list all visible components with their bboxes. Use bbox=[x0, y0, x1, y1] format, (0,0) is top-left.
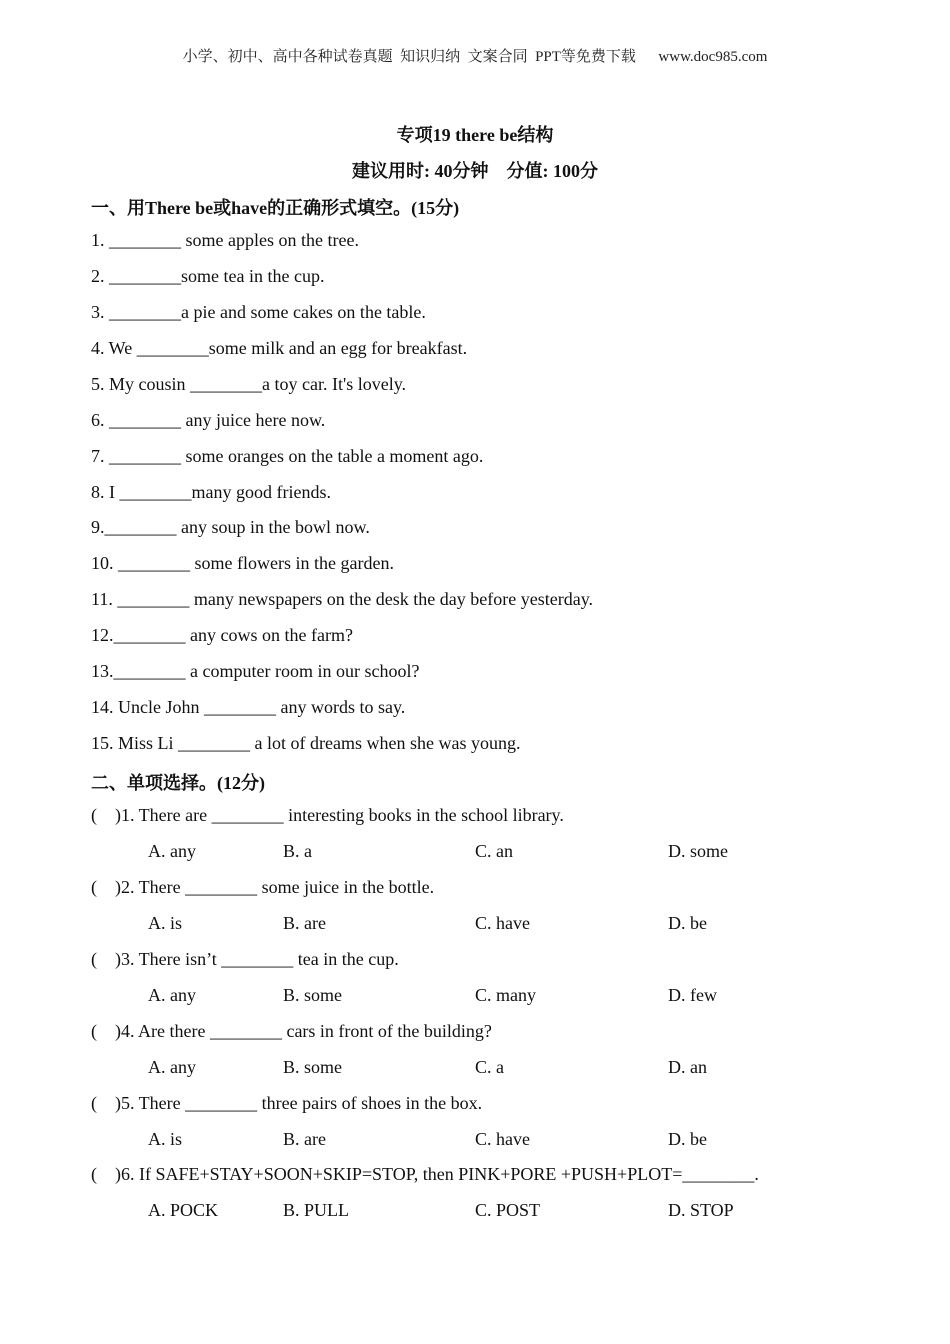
choice-option: B. are bbox=[283, 1129, 326, 1149]
choice-option: B. some bbox=[283, 985, 343, 1005]
choice-question-stem: ( )6. If SAFE+STAY+SOON+SKIP=STOP, then PINK+PORE +PUSH+PLOT=________. bbox=[91, 1164, 759, 1184]
fill-question: 1. ________ some apples on the tree. bbox=[91, 230, 359, 250]
fill-question: 9.________ any soup in the bowl now. bbox=[91, 517, 370, 537]
page-header: 小学、初中、高中各种试卷真题 知识归纳 文案合同 PPT等免费下载 www.doc985.com bbox=[182, 49, 768, 65]
choice-option: B. a bbox=[283, 841, 312, 861]
choice-option: C. have bbox=[475, 1129, 530, 1149]
fill-question: 8. I ________many good friends. bbox=[91, 482, 331, 502]
fill-question: 5. My cousin ________a toy car. It's lovely. bbox=[91, 374, 407, 394]
choice-option: C. a bbox=[475, 1057, 504, 1077]
choice-option: C. POST bbox=[475, 1200, 541, 1220]
fill-question: 12.________ any cows on the farm? bbox=[91, 625, 353, 645]
choice-option: A. is bbox=[148, 1129, 183, 1149]
fill-question: 2. ________some tea in the cup. bbox=[91, 266, 325, 286]
fill-question: 3. ________a pie and some cakes on the table. bbox=[91, 302, 426, 322]
fill-question: 11. ________ many newspapers on the desk the day before yesterday. bbox=[91, 589, 594, 609]
page-title: 专项19 there be结构 bbox=[396, 125, 554, 145]
choice-option: A. any bbox=[148, 985, 196, 1005]
choice-option: D. few bbox=[668, 985, 717, 1005]
page-subtitle: 建议用时: 40分钟 分值: 100分 bbox=[352, 161, 598, 181]
choice-question-stem: ( )2. There ________ some juice in the bottle. bbox=[91, 877, 435, 897]
section-1-heading: 一、用There be或have的正确形式填空。(15分) bbox=[91, 198, 460, 218]
fill-question: 10. ________ some flowers in the garden. bbox=[91, 553, 394, 573]
choice-option: D. be bbox=[668, 1129, 707, 1149]
choice-question-stem: ( )5. There ________ three pairs of shoes in the box. bbox=[91, 1093, 483, 1113]
choice-option: B. PULL bbox=[283, 1200, 350, 1220]
choice-option: D. some bbox=[668, 841, 728, 861]
choice-question-stem: ( )4. Are there ________ cars in front of the building? bbox=[91, 1021, 492, 1041]
choice-option: C. many bbox=[475, 985, 536, 1005]
fill-question: 7. ________ some oranges on the table a moment ago. bbox=[91, 446, 484, 466]
fill-question: 15. Miss Li ________ a lot of dreams when she was young. bbox=[91, 733, 521, 753]
fill-question: 14. Uncle John ________ any words to say. bbox=[91, 697, 406, 717]
section-2-heading: 二、单项选择。(12分) bbox=[91, 773, 265, 793]
choice-option: A. is bbox=[148, 913, 183, 933]
choice-option: A. any bbox=[148, 841, 196, 861]
choice-option: B. are bbox=[283, 913, 326, 933]
choice-question-stem: ( )1. There are ________ interesting books in the school library. bbox=[91, 805, 564, 825]
choice-option: A. any bbox=[148, 1057, 196, 1077]
fill-question: 13.________ a computer room in our school? bbox=[91, 661, 420, 681]
choice-option: A. POCK bbox=[148, 1200, 219, 1220]
choice-option: D. be bbox=[668, 913, 707, 933]
fill-question: 4. We ________some milk and an egg for breakfast. bbox=[91, 338, 468, 358]
choice-option: D. STOP bbox=[668, 1200, 734, 1220]
fill-question: 6. ________ any juice here now. bbox=[91, 410, 326, 430]
choice-option: B. some bbox=[283, 1057, 343, 1077]
choice-option: C. have bbox=[475, 913, 530, 933]
choice-question-stem: ( )3. There isn’t ________ tea in the cup. bbox=[91, 949, 399, 969]
choice-option: D. an bbox=[668, 1057, 707, 1077]
choice-option: C. an bbox=[475, 841, 513, 861]
